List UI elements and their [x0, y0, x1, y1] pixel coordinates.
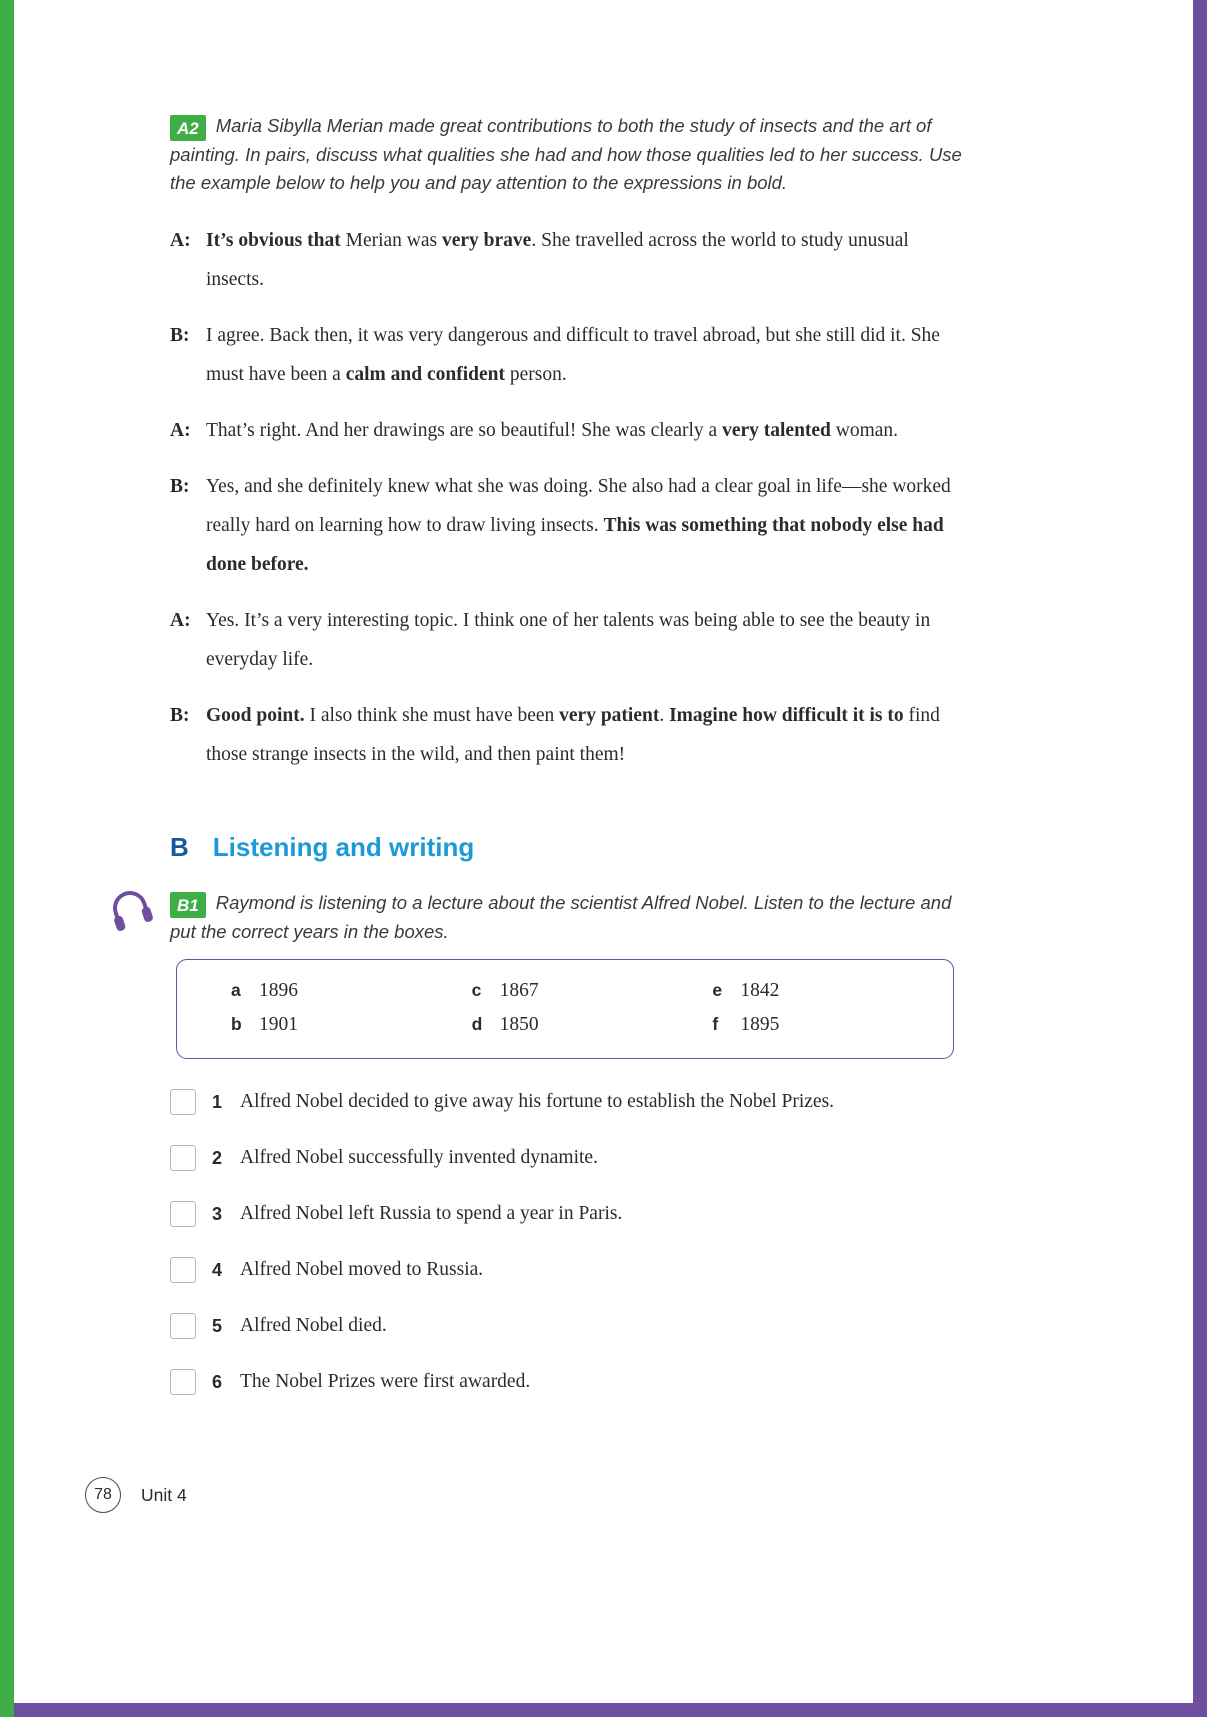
- page-footer: [85, 1477, 187, 1513]
- b1-instructions-text: Raymond is listening to a lecture about the scientist Alfred Nobel. Listen to the lecture and put the correct years in the boxes.: [170, 891, 952, 942]
- page-content: [170, 112, 968, 1425]
- answer-row-1: [170, 1089, 968, 1115]
- dialogue-line-4: [170, 467, 968, 584]
- bottom-border-bar: [14, 1703, 1207, 1717]
- answer-box-5[interactable]: [170, 1313, 196, 1339]
- year-option-c: [472, 980, 713, 1002]
- dialogue: [170, 221, 968, 774]
- a2-badge: A2: [170, 115, 206, 141]
- speaker-label: B:: [170, 324, 190, 346]
- dialogue-line-6: [170, 696, 968, 774]
- dialogue-line-1: [170, 221, 968, 299]
- speaker-label: A:: [170, 419, 191, 441]
- unit-label: Unit 4: [141, 1484, 187, 1505]
- section-b-heading: [170, 832, 968, 863]
- answer-row-5: [170, 1313, 968, 1339]
- dialogue-line-5: [170, 601, 968, 679]
- answer-number: 5: [212, 1315, 223, 1336]
- answer-number: 1: [212, 1091, 223, 1112]
- answer-row-4: [170, 1257, 968, 1283]
- answer-row-3: [170, 1201, 968, 1227]
- speaker-label: A:: [170, 609, 191, 631]
- b1-badge: B1: [170, 892, 206, 918]
- answer-number: 3: [212, 1203, 223, 1224]
- years-box: [176, 959, 954, 1059]
- a2-instructions: [170, 112, 968, 197]
- a2-instructions-text: Maria Sibylla Merian made great contributions to both the study of insects and the art of painting. In pairs, discuss what qualities she had and how those qualities led to her success. Use the example below to help you and pay attention to the expressions in bold.: [170, 115, 962, 193]
- year-letter: a: [231, 980, 241, 1001]
- dialogue-text: Yes, and she definitely knew what she was doing. She also had a clear goal in life—she worked really hard on learning how to draw living insects. This was something that nobody else had done before.: [206, 475, 951, 575]
- speaker-label: B:: [170, 475, 190, 497]
- answer-box-6[interactable]: [170, 1369, 196, 1395]
- year-value: 1901: [259, 1014, 298, 1036]
- dialogue-line-2: [170, 316, 968, 394]
- section-b-title: Listening and writing: [212, 831, 475, 862]
- dialogue-text: I agree. Back then, it was very dangerous and difficult to travel abroad, but she still did it. She must have been a calm and confident person.: [206, 324, 940, 385]
- answer-box-3[interactable]: [170, 1201, 196, 1227]
- answer-text: The Nobel Prizes were first awarded.: [240, 1371, 531, 1393]
- year-value: 1842: [740, 980, 780, 1002]
- year-letter: f: [712, 1014, 719, 1035]
- answer-text: Alfred Nobel left Russia to spend a year in Paris.: [240, 1203, 623, 1225]
- dialogue-line-3: [170, 411, 968, 450]
- right-border-bar: [1193, 0, 1207, 1717]
- dialogue-text: Yes. It’s a very interesting topic. I think one of her talents was being able to see the beauty in everyday life.: [206, 609, 931, 670]
- answer-box-2[interactable]: [170, 1145, 196, 1171]
- answer-number: 2: [212, 1147, 223, 1168]
- answer-number: 6: [212, 1371, 223, 1392]
- left-border-bar: [0, 0, 14, 1717]
- year-option-d: [472, 1014, 713, 1036]
- year-value: 1867: [499, 980, 539, 1002]
- year-option-e: [712, 980, 953, 1002]
- dialogue-text: Good point. I also think she must have been very patient. Imagine how difficult it is to find those strange insects in the wild, and then paint them!: [206, 704, 940, 765]
- speaker-label: B:: [170, 704, 190, 726]
- b1-instructions: [170, 889, 968, 946]
- year-option-f: [712, 1014, 953, 1036]
- answer-row-2: [170, 1145, 968, 1171]
- year-option-b: [231, 1014, 472, 1036]
- answer-text: Alfred Nobel died.: [240, 1315, 387, 1337]
- b1-block: [170, 889, 968, 946]
- headphones-icon: [108, 887, 152, 934]
- answer-row-6: [170, 1369, 968, 1395]
- year-value: 1896: [259, 980, 298, 1002]
- year-letter: c: [471, 980, 482, 1001]
- year-option-a: [231, 980, 472, 1002]
- year-letter: e: [712, 980, 723, 1001]
- answer-text: Alfred Nobel successfully invented dynamite.: [240, 1147, 598, 1169]
- answer-text: Alfred Nobel moved to Russia.: [240, 1259, 484, 1281]
- answer-number: 4: [212, 1259, 223, 1280]
- speaker-label: A:: [170, 229, 191, 251]
- answer-box-4[interactable]: [170, 1257, 196, 1283]
- answer-text: Alfred Nobel decided to give away his fortune to establish the Nobel Prizes.: [240, 1091, 835, 1113]
- dialogue-text: It’s obvious that Merian was very brave. She travelled across the world to study unusual insects.: [206, 229, 909, 290]
- year-letter: d: [471, 1014, 483, 1035]
- answers-list: [170, 1089, 968, 1395]
- dialogue-text: That’s right. And her drawings are so beautiful! She was clearly a very talented woman.: [206, 419, 899, 441]
- answer-box-1[interactable]: [170, 1089, 196, 1115]
- year-letter: b: [231, 1014, 242, 1035]
- page-number-badge: 78: [85, 1477, 121, 1513]
- year-value: 1850: [499, 1014, 539, 1036]
- year-value: 1895: [740, 1014, 780, 1036]
- section-b-letter: B: [170, 831, 189, 862]
